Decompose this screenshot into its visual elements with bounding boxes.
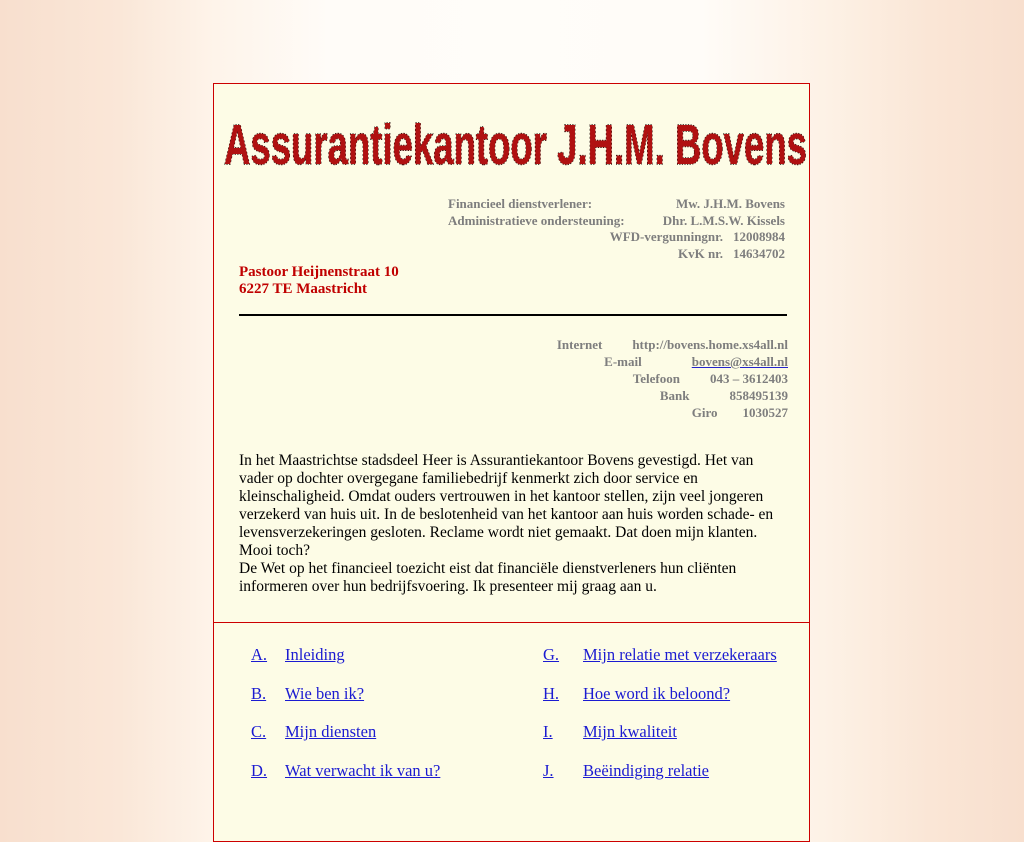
company-logo [223, 122, 809, 170]
contact-row [239, 370, 788, 387]
info-label: Financieel dienstverlener: [448, 196, 593, 211]
menu-letter-link[interactable]: D. [251, 760, 268, 780]
menu-letter-link[interactable]: I. [543, 722, 553, 741]
contact-row [239, 404, 788, 421]
menu-item-link[interactable]: Beëindiging relatie [583, 760, 709, 780]
menu-panel [213, 622, 810, 842]
menu-item-link[interactable]: Wat verwacht ik van u? [285, 760, 441, 780]
contact-label: Bank [659, 388, 690, 403]
bank-number: 858495139 [729, 388, 788, 403]
horizontal-rule [239, 314, 787, 316]
info-row [448, 196, 785, 213]
menu-letter-link[interactable]: A. [251, 645, 268, 664]
contact-label: Internet [556, 337, 603, 352]
contact-label: E-mail [604, 354, 642, 369]
intro-text-block [239, 452, 791, 596]
contact-details-block [239, 336, 788, 421]
address-city: 6227 TE Maastricht [239, 280, 368, 297]
contact-row [239, 336, 788, 353]
office-address [239, 264, 809, 297]
info-label: Administratieve ondersteuning: [448, 212, 625, 228]
info-value: 14634702 [733, 245, 785, 261]
logo-text: Assurantiekantoor J.H.M. Bovens [224, 122, 807, 170]
menu-item-link[interactable]: Hoe word ik beloond? [583, 683, 731, 703]
contact-label: Telefoon [632, 371, 680, 386]
info-row [448, 229, 785, 246]
website-url: http://bovens.home.xs4all.nl [632, 337, 788, 352]
info-label: WFD-vergunningnr. [609, 229, 723, 244]
menu-item-link[interactable]: Mijn relatie met verzekeraars [583, 645, 777, 664]
address-street: Pastoor Heijnenstraat 10 [239, 264, 399, 280]
provider-info-block [448, 196, 785, 262]
menu-letter-link[interactable]: C. [251, 722, 267, 741]
info-value: Dhr. L.M.S.W. Kissels [662, 212, 785, 228]
main-info-panel [213, 83, 810, 623]
menu-row [214, 761, 809, 800]
info-label: KvK nr. [677, 245, 723, 261]
info-row [448, 213, 785, 230]
info-value: Mw. J.H.M. Bovens [675, 196, 785, 211]
menu-item-link[interactable]: Mijn kwaliteit [583, 722, 677, 741]
menu-letter-link[interactable]: G. [543, 645, 560, 664]
menu-item-link[interactable]: Wie ben ik? [285, 683, 365, 703]
contact-row [239, 387, 788, 404]
menu-letter-link[interactable]: J. [543, 760, 554, 780]
email-link[interactable]: bovens@xs4all.nl [691, 354, 788, 369]
menu-row [214, 684, 809, 723]
contact-row [239, 353, 788, 370]
info-value: 12008984 [733, 229, 785, 244]
giro-number: 1030527 [742, 405, 788, 420]
menu-row [214, 722, 809, 761]
menu-item-link[interactable]: Inleiding [285, 645, 345, 664]
intro-paragraph-1: In het Maastrichtse stadsdeel Heer is Assurantiekantoor Bovens gevestigd. Het van vader op dochter overgegane familiebedrijf kenmerkt zich door service en kleinschaligheid. Omdat ouders vertrouwen in het kantoor stellen, zijn veel jongeren verzekerd van huis uit. In de beslotenheid van het kantoor aan huis worden schade- en levensverzekeringen gesloten. Reclame wordt niet gemaakt. Dat doen mijn klanten. Mooi toch? [239, 452, 774, 559]
menu-item-link[interactable]: Mijn diensten [285, 722, 377, 741]
logo-graphic [223, 122, 809, 170]
menu-letter-link[interactable]: B. [251, 683, 267, 703]
intro-paragraph-2: De Wet op het financieel toezicht eist dat financiële dienstverleners hun cliënten informeren over hun bedrijfsvoering. Ik presenteer mij graag aan u. [239, 560, 737, 595]
menu-letter-link[interactable]: H. [543, 683, 560, 703]
menu-row [214, 645, 809, 684]
info-row [448, 246, 785, 263]
phone-number: 043 – 3612403 [710, 371, 788, 386]
contact-label: Giro [691, 405, 718, 420]
